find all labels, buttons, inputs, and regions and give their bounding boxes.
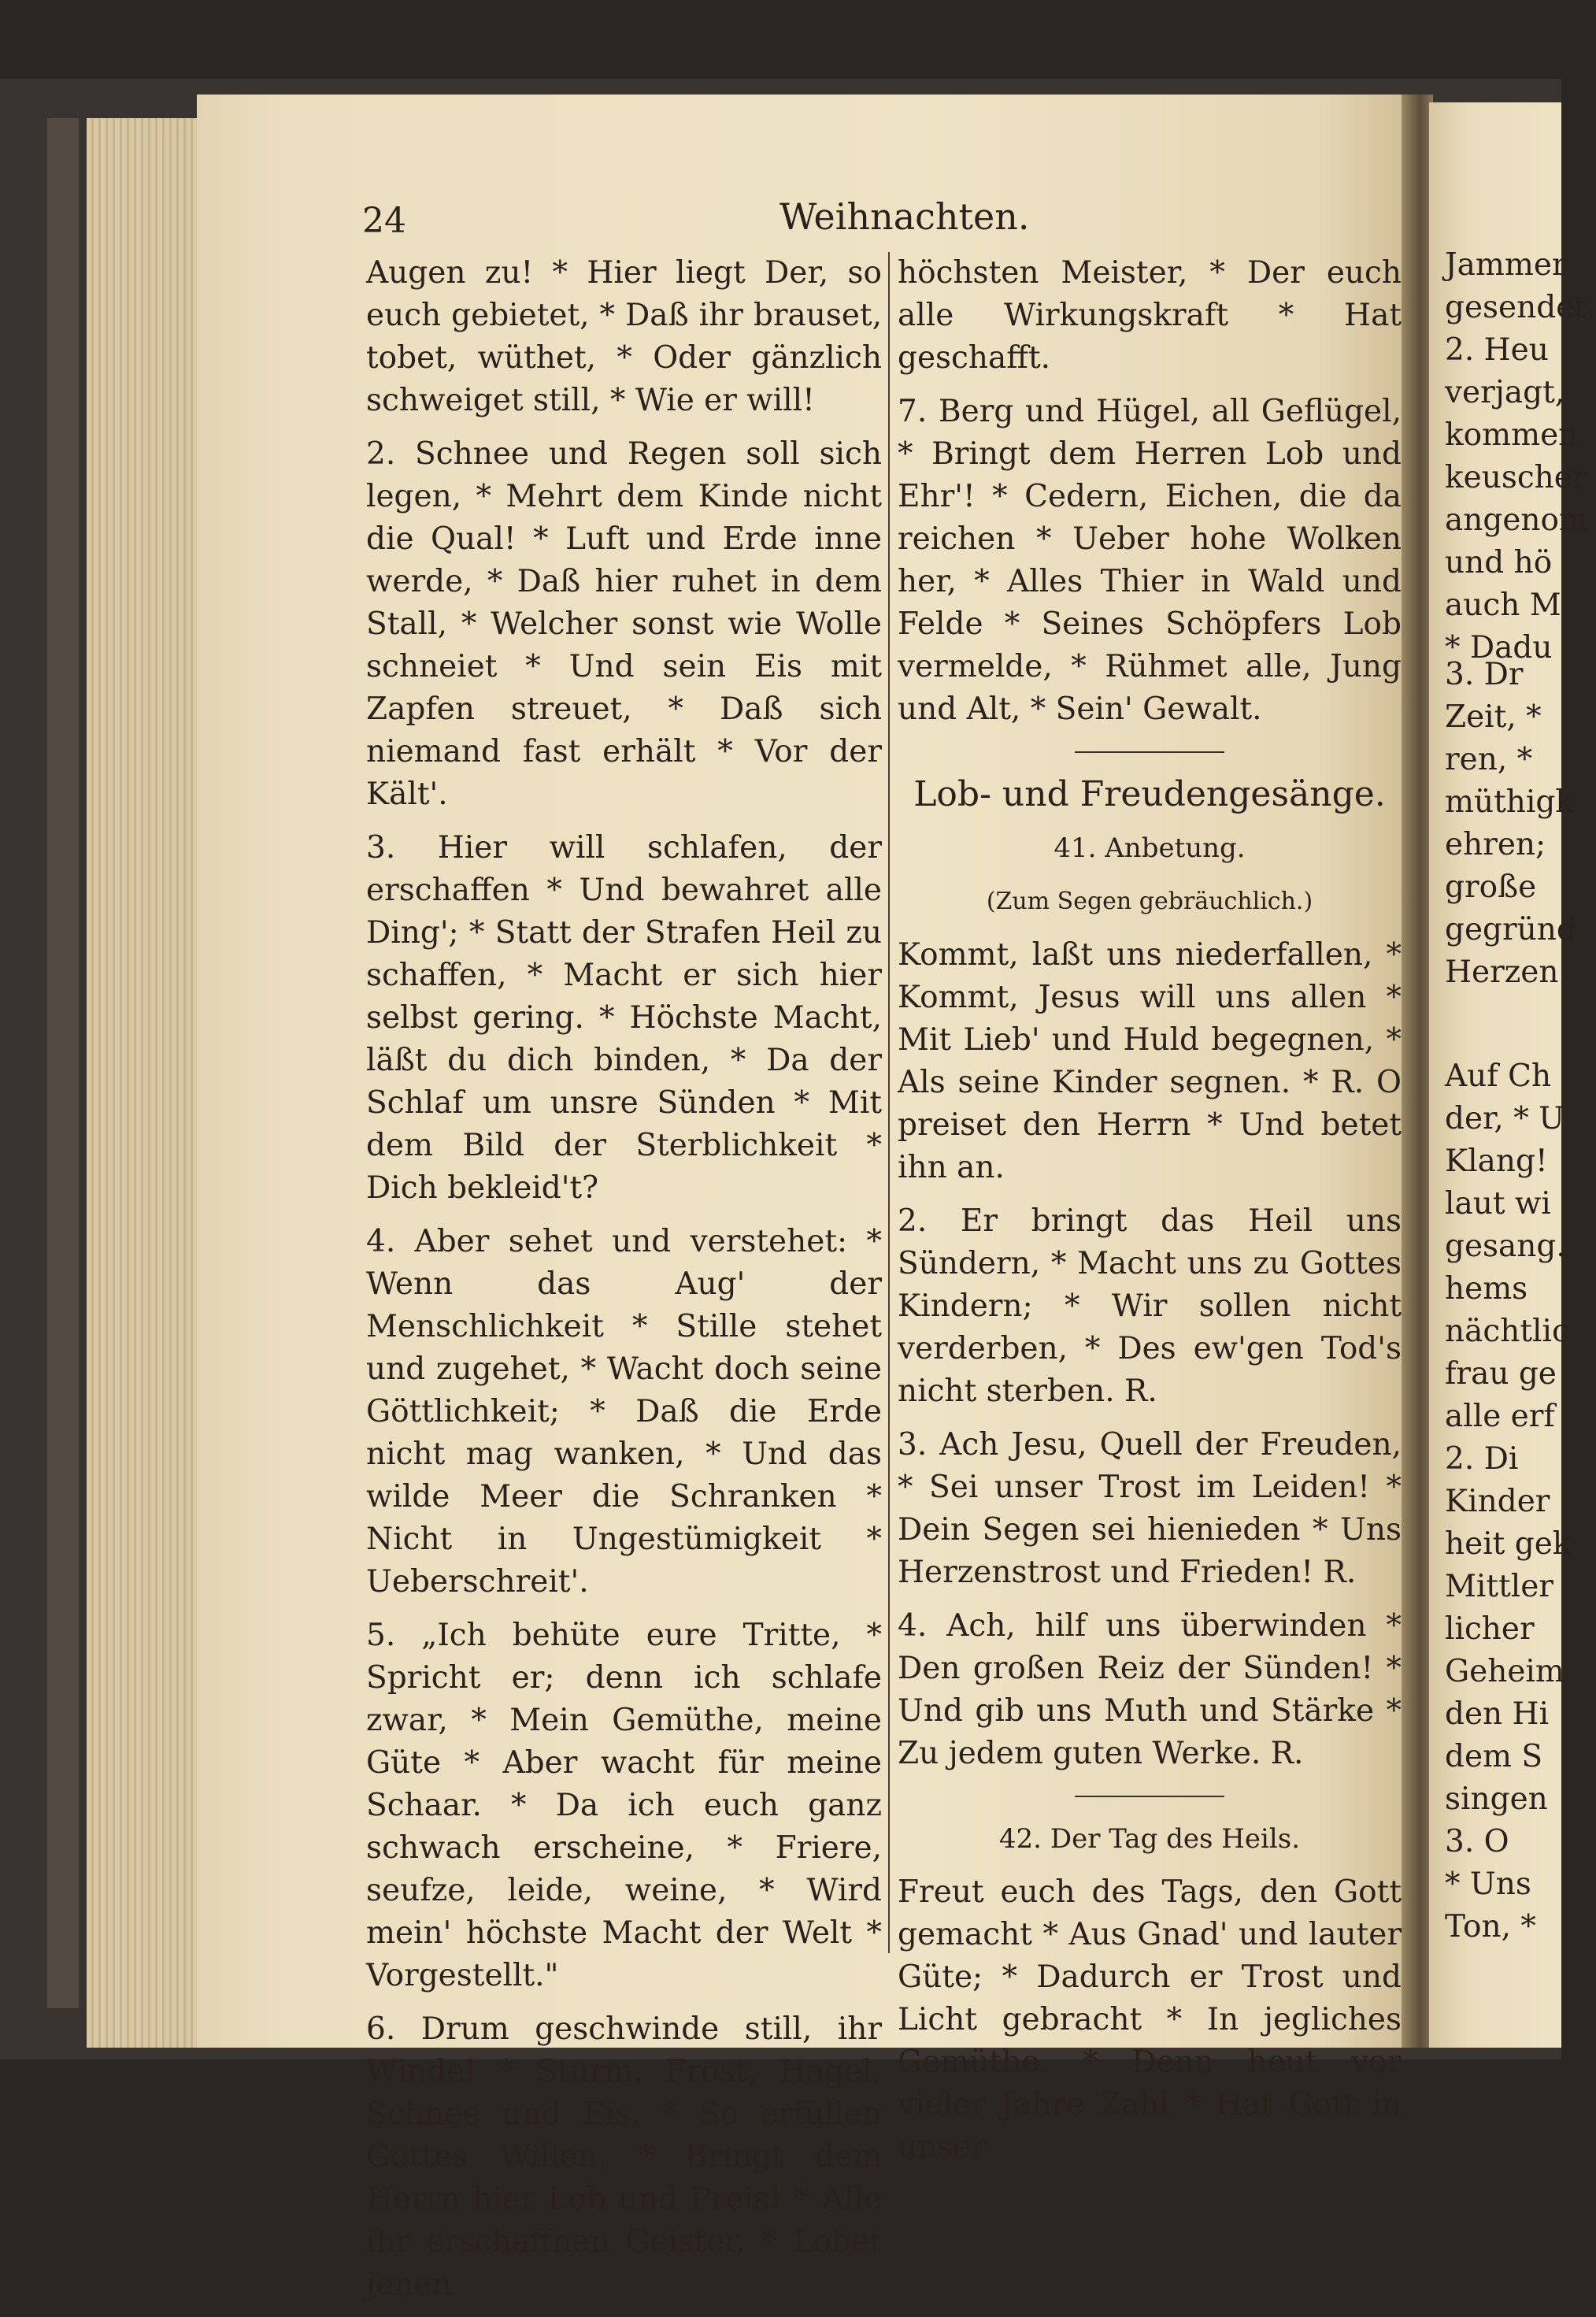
- cover-spine-edge: [47, 118, 79, 2008]
- fragment-line: ren, *: [1445, 742, 1533, 777]
- fragment-line: der, * U: [1445, 1101, 1565, 1136]
- fragment-line: ehren;: [1445, 827, 1546, 862]
- section-rule: [1075, 751, 1224, 753]
- section-rule: [1075, 1796, 1224, 1797]
- verse-text: 4. Aber sehet und verstehet: * Wenn das Aug' der Menschlichkeit * Stille stehet und zugehet, * Wacht doch seine Göttlichkeit; * Daß die Erde nicht mag wanken, * Und das wilde Meer die Schranken * Nicht in Ungestümigkeit * Ueberschreit'.: [366, 1224, 882, 1600]
- verse-text: 6. Drum geschwinde still, ihr Winde! * Sturm, Frost, Hagel, Schnee und Eis, * So erfüllen Gottes Willen, * Bringt dem Herrn hier Lob und Preis! * Alle ihr erschaffnen Geister, * Lobet jenen: [366, 2011, 882, 2302]
- verse-text: 5. „Ich behüte eure Tritte, * Spricht er; denn ich schlafe zwar, * Mein Gemüthe, meine Güte * Aber wacht für meine Schaar. * Da ich euch ganz schwach erscheine, * Friere, seufze, leide, weine, * Wird mein' höchste Macht der Welt * Vorgestellt.": [366, 1618, 882, 1993]
- verse-text: 4. Ach, hilf uns überwinden * Den großen Reiz der Sünden! * Und gib uns Muth und Stärke * Zu jedem guten Werke. R.: [898, 1608, 1402, 1771]
- fragment-line: Kinder: [1445, 1484, 1550, 1519]
- book-gutter: [1402, 95, 1433, 2048]
- verse-text: 3. Hier will schlafen, der erschaffen * Und bewahret alle Ding'; * Statt der Strafen Heil zu schaffen, * Macht er sich hier selbst gering. * Höchste Macht, läßt du dich binden, * Da der Schlaf um unsre Sünden * Mit dem Bild der Sterblichkeit * Dich bekleid't?: [366, 830, 882, 1206]
- fragment-line: alle erf: [1445, 1399, 1555, 1434]
- fragment-line: nächtlic: [1445, 1314, 1569, 1349]
- fragment-line: * Uns: [1445, 1867, 1531, 1902]
- hymn-note: (Zum Segen gebräuchlich.): [986, 888, 1313, 915]
- fragment-line: dem S: [1445, 1739, 1543, 1774]
- fragment-line: 2. Di: [1445, 1441, 1519, 1477]
- fragment-line: 3. Dr: [1445, 657, 1524, 692]
- fragment-line: Klang!: [1445, 1144, 1548, 1179]
- fragment-line: hems: [1445, 1271, 1528, 1307]
- verse-text: Kommt, laßt uns niederfallen, * Kommt, Jesus will uns allen * Mit Lieb' und Huld begegnen, * Als seine Kinder segnen. * R. O preiset den Herrn * Und betet ihn an.: [898, 937, 1402, 1185]
- fragment-line: müthigk: [1445, 784, 1574, 820]
- fragment-line: auch M: [1445, 588, 1561, 623]
- fragment-block-3: [1445, 1055, 1571, 1948]
- fragment-line: licher: [1445, 1611, 1535, 1647]
- fragment-line: verjagt,: [1445, 375, 1565, 410]
- next-page-fragment: [1429, 102, 1596, 2048]
- hymn-title: Der Tag des Heils.: [1050, 1823, 1301, 1855]
- fragment-line: Auf Ch: [1445, 1058, 1552, 1094]
- section-title: Lob- und Freudengesänge.: [913, 774, 1386, 814]
- verse-text: Freut euch des Tags, den Gott gemacht * Aus Gnad' und lauter Güte; * Dadurch er Trost und Licht gebracht * In jegliches Gemüthe. * Denn heut vor vieler Jahre Zahl * Hat Gott in unser: [898, 1874, 1402, 2165]
- fragment-line: 3. O: [1445, 1824, 1509, 1859]
- fragment-line: keuscher: [1445, 460, 1587, 495]
- hymn-heading: [898, 827, 1402, 869]
- fragment-line: singen: [1445, 1781, 1548, 1817]
- verse-text: Augen zu! * Hier liegt Der, so euch gebietet, * Daß ihr brauset, tobet, wüthet, * Oder gänzlich schweiget still, * Wie er will!: [366, 255, 882, 418]
- fragment-line: heit gek: [1445, 1526, 1572, 1562]
- hymn-heading: [898, 1818, 1402, 1860]
- fragment-line: Jammer: [1445, 247, 1567, 283]
- fragment-line: den Hi: [1445, 1696, 1550, 1732]
- page-stack: [87, 118, 213, 2048]
- fragment-line: * Dadu: [1445, 630, 1553, 665]
- fragment-line: 2. Heu: [1445, 332, 1549, 368]
- fragment-line: Herzen: [1445, 955, 1559, 990]
- hymn-number: 41.: [1054, 832, 1097, 864]
- hymn-title: Anbetung.: [1105, 832, 1246, 864]
- fragment-line: Geheim: [1445, 1654, 1565, 1689]
- fragment-line: Mittler: [1445, 1569, 1553, 1604]
- column-divider: [888, 252, 890, 1953]
- fragment-line: Zeit, *: [1445, 699, 1542, 735]
- verse-text: 2. Schnee und Regen soll sich legen, * Mehrt dem Kinde nicht die Qual! * Luft und Erde inne werde, * Daß hier ruhet in dem Stall, * Welcher sonst wie Wolle schneiet * Und sein Eis mit Zapfen streuet, * Daß sich niemand fast erhält * Vor der Kält'.: [366, 436, 882, 812]
- verse-text: höchsten Meister, * Der euch alle Wirkungskraft * Hat geschafft.: [898, 255, 1402, 376]
- running-head: Weihnachten.: [779, 195, 1030, 238]
- fragment-block-2: [1445, 654, 1576, 994]
- left-column: [366, 252, 882, 2317]
- page-number: 24: [362, 201, 406, 241]
- fragment-block-1: [1445, 244, 1596, 669]
- fragment-line: gegründ: [1445, 912, 1576, 947]
- fragment-line: Ton, *: [1445, 1909, 1536, 1944]
- right-column: [898, 252, 1402, 2180]
- fragment-line: und hö: [1445, 545, 1553, 580]
- fragment-line: laut wi: [1445, 1186, 1551, 1222]
- hymn-number: 42.: [998, 1823, 1042, 1855]
- fragment-line: große: [1445, 869, 1537, 905]
- fragment-line: frau ge: [1445, 1356, 1557, 1392]
- left-page: [197, 95, 1417, 2302]
- verse-text: 2. Er bringt das Heil uns Sündern, * Macht uns zu Gottes Kindern; * Wir sollen nicht verderben, * Des ew'gen Tod's nicht sterben. R.: [898, 1203, 1402, 1409]
- fragment-line: gesang.: [1445, 1229, 1566, 1264]
- fragment-line: angenom: [1445, 502, 1588, 538]
- fragment-line: gesendet.: [1445, 290, 1596, 325]
- fragment-line: kommen: [1445, 417, 1579, 453]
- verse-text: 3. Ach Jesu, Quell der Freuden, * Sei unser Trost im Leiden! * Dein Segen sei hienieden * Uns Herzenstrost und Frieden! R.: [898, 1427, 1402, 1590]
- verse-text: 7. Berg und Hügel, all Geflügel, * Bringt dem Herren Lob und Ehr'! * Cedern, Eichen, die da reichen * Ueber hohe Wolken her, * Alles Thier in Wald und Felde * Seines Schöpfers Lob vermelde, * Rühmet alle, Jung und Alt, * Sein' Gewalt.: [898, 394, 1402, 727]
